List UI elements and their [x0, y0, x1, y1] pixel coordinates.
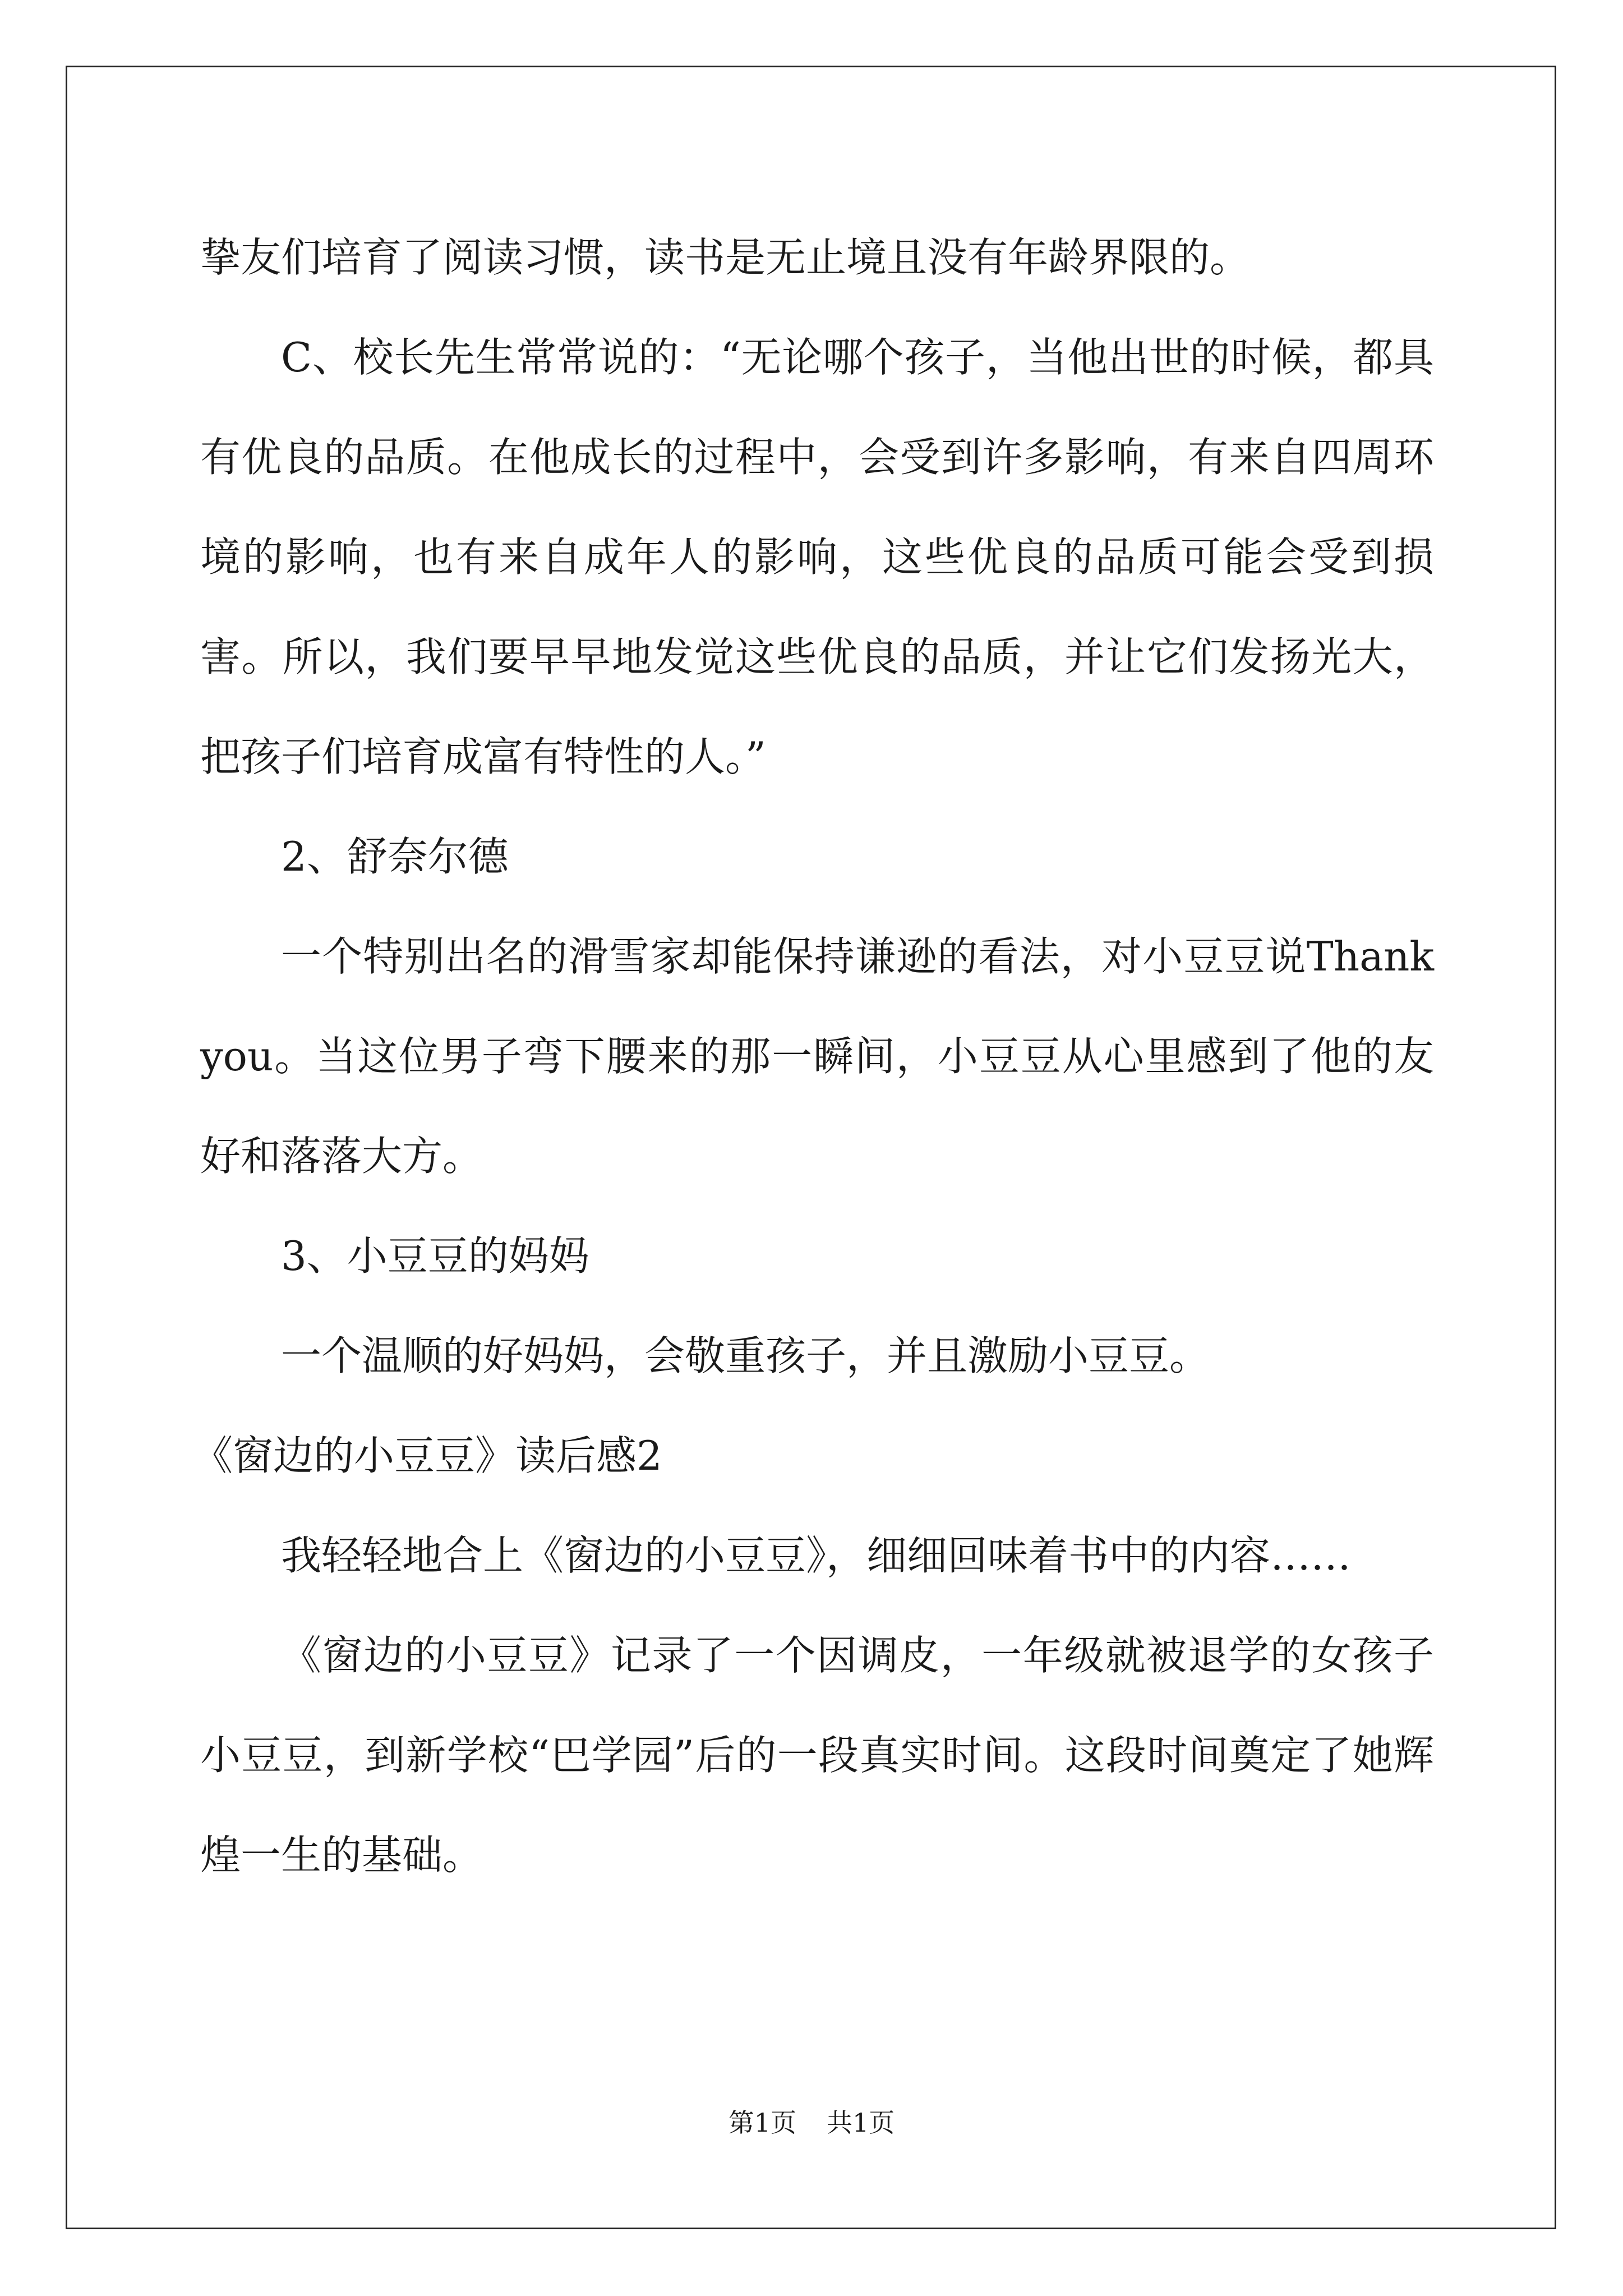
list-heading-3: 3、小豆豆的妈妈: [281, 1232, 589, 1280]
paragraph-summary: 《窗边的小豆豆》记录了一个因调皮，一年级就被退学的女孩子小豆豆，到新学校“巴学园”后的一段真实时间。这段时间奠定了她辉煌一生的基础。: [200, 1632, 1434, 1879]
list-heading-2: 2、舒奈尔德: [281, 833, 509, 880]
page-footer: [0, 2102, 1623, 2139]
page-number: 第1页: [728, 2108, 796, 2138]
paragraph-mother: 一个温顺的好妈妈，会敬重孩子，并且激励小豆豆。: [281, 1332, 1210, 1379]
paragraph-intro: 我轻轻地合上《窗边的小豆豆》，细细回味着书中的内容……: [281, 1532, 1352, 1579]
paragraph-skier: 一个特别出名的滑雪家却能保持谦逊的看法，对小豆豆说Thank you。当这位男子弯下腰来的那一瞬间，小豆豆从心里感到了他的友好和落落大方。: [200, 933, 1434, 1180]
paragraph-continuation: 挚友们培育了阅读习惯，读书是无止境且没有年龄界限的。: [200, 234, 1251, 281]
paragraph-principal-quote: C、校长先生常常说的：“无论哪个孩子，当他出世的时候，都具有优良的品质。在他成长的过程中，会受到许多影响，有来自四周环境的影响，也有来自成年人的影响，这些优良的品质可能会受到损害。所以，我们要早早地发觉这些优良的品质，并让它们发扬光大，把孩子们培育成富有特性的人。”: [200, 334, 1434, 780]
section-title: 《窗边的小豆豆》读后感2: [192, 1432, 662, 1479]
page-total: 共1页: [827, 2108, 895, 2138]
